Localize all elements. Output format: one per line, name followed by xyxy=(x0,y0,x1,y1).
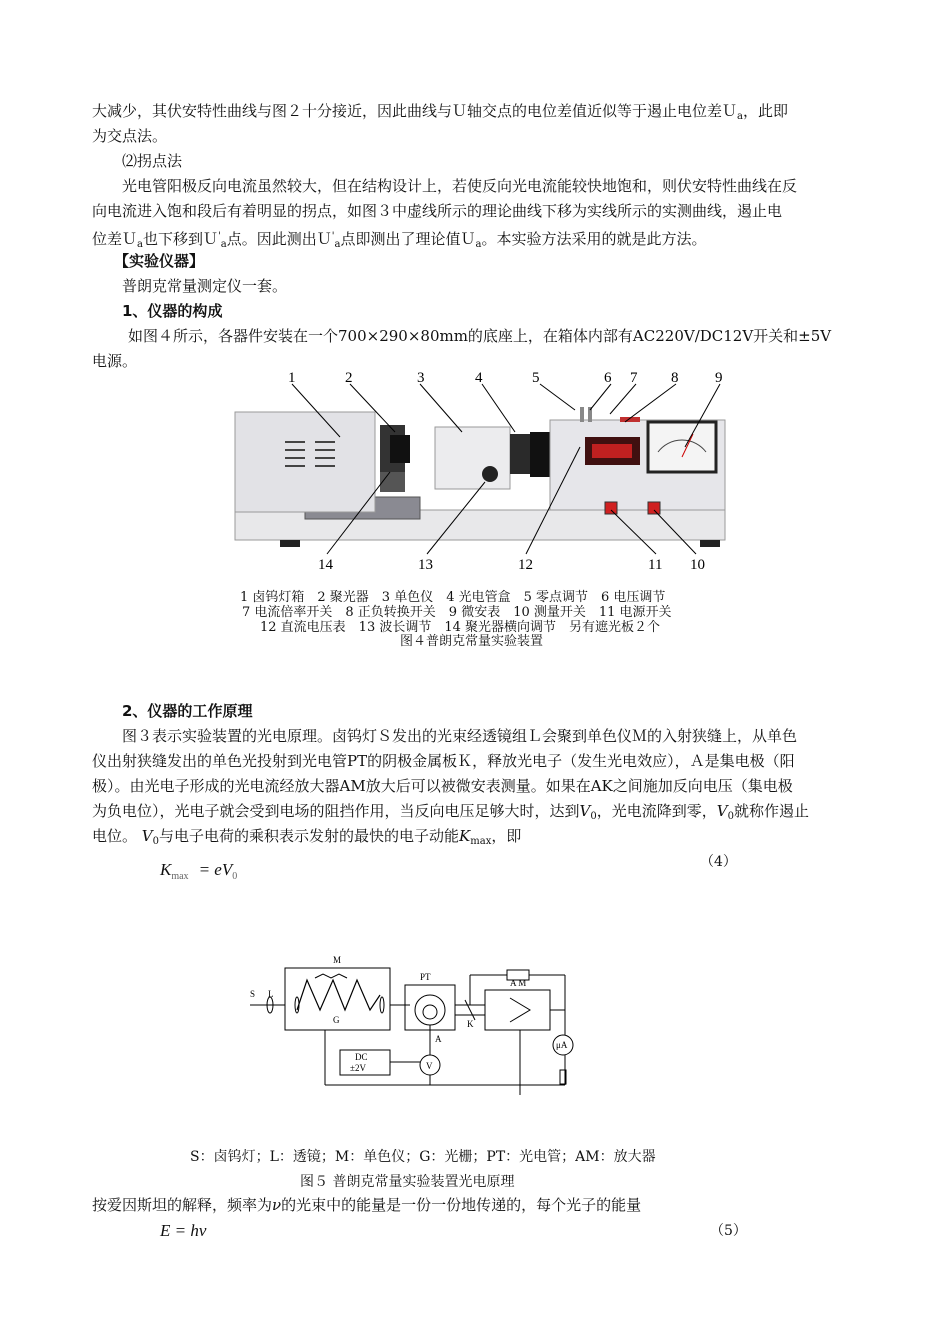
einstein-line: 按爱因斯坦的解释，频率为ν的光束中的能量是一份一份地传递的，每个光子的能量 xyxy=(92,1196,642,1214)
intro-line-1: 大减少，其伏安特性曲线与图２十分接近，因此曲线与Ｕ轴交点的电位差值近似等于遏止电位差Ｕ$_a$，此即 xyxy=(92,102,788,122)
section-line: 普朗克常量测定仪一套。 xyxy=(122,277,288,295)
method-line-1: 光电管阳极反向电流虽然较大，但在结构设计上，若使反向光电流能较快地饱和，则伏安特性曲线在反 xyxy=(122,177,798,195)
label-PT: PT xyxy=(420,972,431,982)
subsection-1-line-1: 如图４所示，各器件安装在一个700×290×80mm的底座上，在箱体内部有AC220V/DC12V开关和±5V xyxy=(128,327,832,345)
figure-5-schematic xyxy=(245,950,590,1110)
method-line-3: 位差Ｕ$_a$也下移到Ｕ'$_a$点。因此测出Ｕ'$_a$点即测出了理论值Ｕ$_a$。本实验方法采用的就是此方法。 xyxy=(92,230,707,250)
label-L: L xyxy=(268,989,274,999)
label-M: M xyxy=(333,955,342,965)
equation-5-number: （5） xyxy=(710,1223,747,1239)
callout-14: 14 xyxy=(318,557,333,573)
lamp-housing xyxy=(235,412,375,512)
section-title: 【实验仪器】 xyxy=(114,252,205,270)
callout-13: 13 xyxy=(418,557,433,573)
label-DC: DC xyxy=(355,1052,368,1062)
amplifier-box xyxy=(485,990,550,1030)
callout-3: 3 xyxy=(417,370,425,386)
callout-12: 12 xyxy=(518,557,533,573)
microammeter xyxy=(648,422,716,472)
monochromator xyxy=(435,427,510,489)
equation-5: E = hν xyxy=(160,1221,207,1240)
callout-7: 7 xyxy=(630,370,638,386)
fig5-caption: 图５ 普朗克常量实验装置光电原理 xyxy=(300,1174,515,1190)
fig4-legend-2: 7 电流倍率开关 8 正负转换开关 9 微安表 10 测量开关 11 电源开关 xyxy=(242,605,672,620)
label-V: V xyxy=(426,1061,433,1071)
callout-6: 6 xyxy=(604,370,612,386)
intro-line-2: 为交点法。 xyxy=(92,127,168,145)
power-switch xyxy=(605,502,617,514)
label-G: G xyxy=(333,1015,340,1025)
fig4-legend-3: 12 直流电压表 13 波长调节 14 聚光器横向调节 另有遮光板２个 xyxy=(260,620,661,635)
wavelength-knob xyxy=(482,466,498,482)
photocell-box xyxy=(405,985,455,1030)
callout-11: 11 xyxy=(648,557,663,573)
fig4-legend-1: 1 卤钨灯箱 2 聚光器 3 单色仪 4 光电管盒 5 零点调节 6 电压调节 xyxy=(240,590,666,605)
callout-4: 4 xyxy=(475,370,483,386)
label-S: S xyxy=(250,989,256,999)
callout-8: 8 xyxy=(671,370,679,386)
subsection-1-title: 1、仪器的构成 xyxy=(122,302,223,320)
callout-1: 1 xyxy=(288,370,296,386)
method-line-2: 向电流进入饱和段后有着明显的拐点，如图３中虚线所示的理论曲线下移为实线所示的实测曲线，遏止电 xyxy=(92,202,783,220)
fig5-legend: S：卤钨灯；L：透镜；M：单色仪；G：光栅；PT：光电管；AM：放大器 xyxy=(190,1149,656,1165)
principle-line-5: 电位。 $V_0$与电子电荷的乘积表示发射的最快的电子动能$K_{max}$，即 xyxy=(92,827,522,847)
fig4-caption: 图４普朗克常量实验装置 xyxy=(400,634,544,649)
photocell-tube xyxy=(415,995,445,1025)
figure-4-apparatus xyxy=(230,362,730,577)
principle-line-4: 为负电位），光电子就会受到电场的阻挡作用，当反向电压足够大时，达到$V_0$，光电流降到零，$V_0$就称作遏止 xyxy=(92,802,809,822)
callout-9: 9 xyxy=(715,370,723,386)
subsection-2-title: 2、仪器的工作原理 xyxy=(122,702,253,720)
label-A: A xyxy=(435,1034,442,1044)
principle-line-3: 极）。由光电子形成的光电流经放大器AM放大后可以被微安表测量。如果在AK之间施加反向电压（集电极 xyxy=(92,777,793,795)
equation-4: $K_{max} = eV_0$ xyxy=(160,860,238,882)
callout-2: 2 xyxy=(345,370,353,386)
callout-5: 5 xyxy=(532,370,540,386)
label-DC-volts: ±2V xyxy=(350,1063,366,1073)
measure-switch xyxy=(648,502,660,514)
method-heading: ⑵拐点法 xyxy=(122,152,183,170)
subsection-1-line-2: 电源。 xyxy=(92,352,138,370)
label-K: K xyxy=(467,1019,474,1029)
equation-4-number: （4） xyxy=(700,854,737,870)
label-AM: A M xyxy=(510,978,527,988)
principle-line-1: 图３表示实验装置的光电原理。卤钨灯Ｓ发出的光束经透镜组Ｌ会聚到单色仪Ｍ的入射狭缝上，从单色 xyxy=(122,727,798,745)
callout-10: 10 xyxy=(690,557,705,573)
principle-line-2: 仪出射狭缝发出的单色光投射到光电管PT的阴极金属板Ｋ，释放光电子（发生光电效应），Ａ是集电极（阳 xyxy=(92,752,795,770)
label-uA: μA xyxy=(556,1040,568,1050)
